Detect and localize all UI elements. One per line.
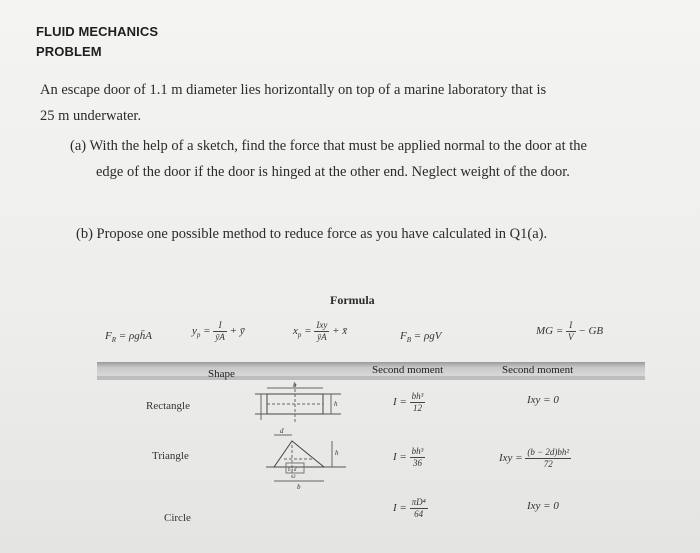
rect-second-moment: I = $\frac{\text{bh³}}{12}$ [393, 391, 424, 413]
col-second-moment-2: Second moment [502, 364, 574, 376]
part-b-line: (b) Propose one possible method to reduce force as you have calculated in Q1(a). [76, 226, 548, 242]
row-label-triangle: Triangle [152, 450, 189, 462]
formula-mg: MG = $\frac{I}{V}$ − GB [536, 320, 604, 342]
header-subtitle: PROBLEM [36, 44, 102, 59]
tri-3-label: 3 [293, 475, 296, 480]
part-a-line1: (a) With the help of a sketch, find the force that must be applied normal to the door at the [70, 138, 587, 154]
row-label-rectangle: Rectangle [146, 400, 190, 412]
rect-h-label: h [334, 400, 338, 408]
col-second-moment-1: Second moment [372, 364, 444, 376]
tri-h-label: h [335, 449, 339, 457]
formula-title: Formula [330, 293, 375, 307]
tri-bd-label: b+d [288, 468, 297, 473]
rect-product-moment: Ixy = 0 [527, 394, 559, 406]
tri-b-label: b [297, 483, 301, 491]
formula-xp: $x_p$ = $\frac{\text{Ixy}}{ȳA}$ + x̄ [293, 320, 348, 342]
tri-product-moment: Ixy = $\frac{\text{(b − 2d)bh²}}{72}$ [499, 447, 570, 469]
triangle-sketch [262, 425, 350, 491]
tri-second-moment: I = $\frac{\text{bh³}}{36}$ [393, 446, 424, 468]
rect-b-label: b [293, 381, 297, 389]
col-shape: Shape [208, 368, 235, 380]
tri-d-label: d [280, 427, 284, 435]
formula-fr: $F_R$ = ρgh̄A [105, 330, 152, 345]
row-label-circle: Circle [164, 512, 191, 524]
circle-second-moment: I = $\frac{\text{πD⁴}}{64}$ [393, 497, 426, 519]
problem-intro-line2: 25 m underwater. [40, 108, 142, 124]
formula-fb: $F_B = \rho gV$ [400, 330, 442, 345]
part-a-line2: edge of the door if the door is hinged at the other end. Neglect weight of the door. [96, 164, 570, 180]
circle-product-moment: Ixy = 0 [527, 500, 559, 512]
rectangle-sketch [255, 380, 345, 426]
formula-yp: $y_p$ = $\frac{I}{ȳA}$ + ȳ [192, 320, 245, 342]
table-header-underline [97, 376, 645, 380]
problem-intro-line1: An escape door of 1.1 m diameter lies horizontally on top of a marine laboratory that is [40, 82, 547, 98]
header-title: FLUID MECHANICS [36, 24, 159, 39]
